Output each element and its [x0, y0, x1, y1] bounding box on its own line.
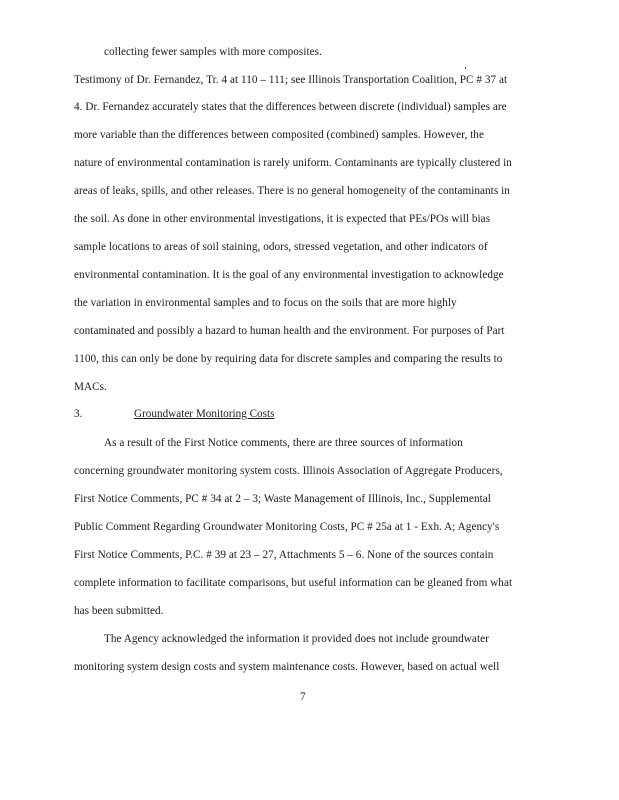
text-line: monitoring system design costs and system maintenance costs. However, based on actual well	[74, 661, 500, 673]
text-line: MACs.	[74, 381, 107, 393]
text-line: the soil. As done in other environmental investigations, it is expected that PEs/POs will bias	[74, 213, 491, 225]
text-line: Public Comment Regarding Groundwater Monitoring Costs, PC # 25a at 1 - Exh. A; Agency's	[74, 521, 500, 533]
text-line: contaminated and possibly a hazard to human health and the environment. For purposes of Part	[74, 325, 505, 337]
text-line: areas of leaks, spills, and other releases. There is no general homogeneity of the contaminants in	[74, 185, 510, 197]
text-line: As a result of the First Notice comments, there are three sources of information	[104, 437, 463, 449]
text-line: 1100, this can only be done by requiring data for discrete samples and comparing the results to	[74, 353, 503, 365]
text-line: collecting fewer samples with more composites.	[104, 46, 322, 58]
stray-mark	[465, 67, 466, 69]
text-line: 4. Dr. Fernandez accurately states that the differences between discrete (individual) samples are	[74, 101, 507, 113]
text-line: First Notice Comments, PC # 34 at 2 – 3; Waste Management of Illinois, Inc., Supplemental	[74, 493, 491, 505]
text-line: Testimony of Dr. Fernandez, Tr. 4 at 110 – 111; see Illinois Transportation Coalition, PC # 37 at	[74, 74, 508, 86]
text-line: the variation in environmental samples and to focus on the soils that are more highly	[74, 297, 457, 309]
text-line: environmental contamination. It is the goal of any environmental investigation to acknowledge	[74, 269, 504, 281]
text-line: sample locations to areas of soil staining, odors, stressed vegetation, and other indicators of	[74, 241, 488, 253]
text-line: concerning groundwater monitoring system costs. Illinois Association of Aggregate Producers,	[74, 465, 503, 477]
page-number: 7	[300, 691, 306, 703]
text-line: nature of environmental contamination is rarely uniform. Contaminants are typically clustered in	[74, 157, 512, 169]
text-line: The Agency acknowledged the information it provided does not include groundwater	[104, 633, 489, 645]
text-line: has been submitted.	[74, 605, 164, 617]
text-line: First Notice Comments, P.C. # 39 at 23 – 27, Attachments 5 – 6. None of the sources contain	[74, 549, 494, 561]
section-heading: Groundwater Monitoring Costs	[134, 408, 275, 420]
text-line: complete information to facilitate comparisons, but useful information can be gleaned from what	[74, 577, 513, 589]
text-line: more variable than the differences between composited (combined) samples. However, the	[74, 129, 484, 141]
section-number: 3.	[74, 408, 83, 420]
